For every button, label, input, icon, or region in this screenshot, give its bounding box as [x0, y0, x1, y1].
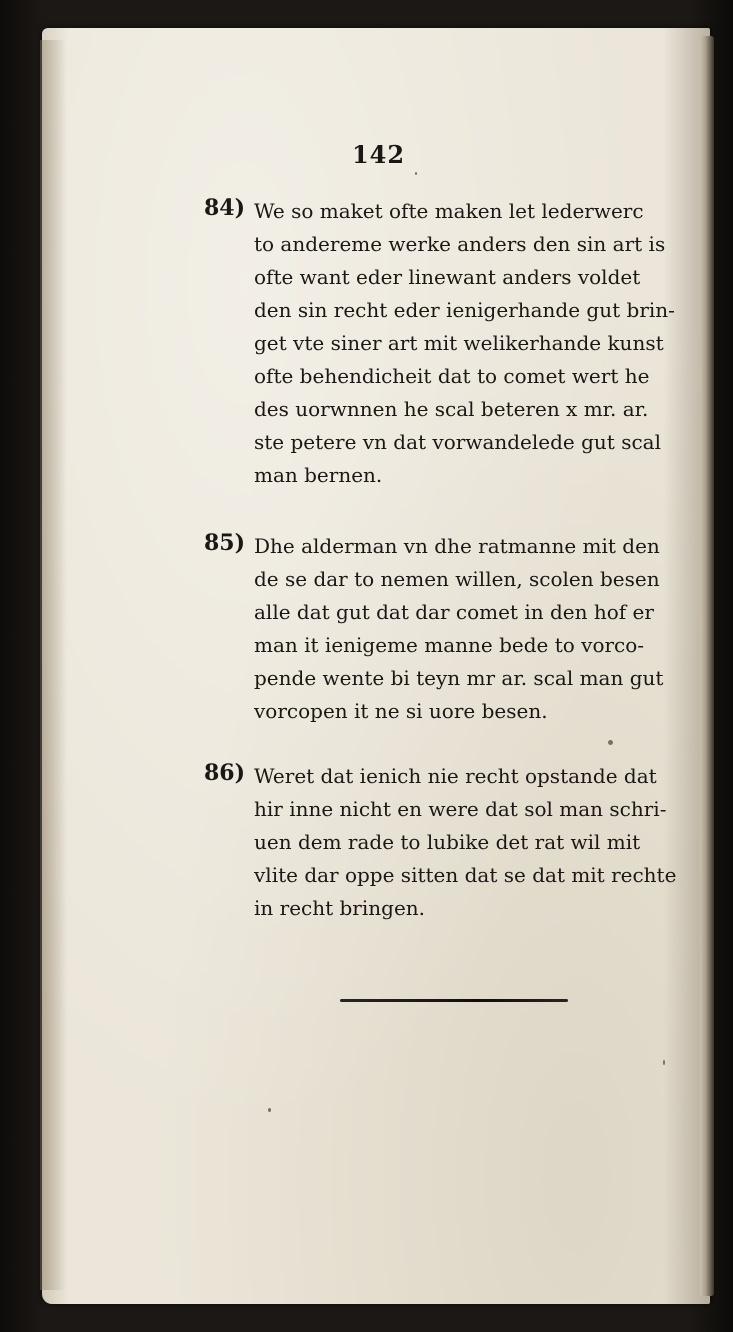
text-line: get vte siner art mit welikerhande kunst [254, 331, 664, 355]
text-line: man it ienigeme manne bede to vorco- [254, 633, 645, 657]
text-line: uen dem rade to lubike det rat wil mit [254, 830, 641, 854]
paper-speck [608, 740, 613, 745]
text-line: Weret dat ienich nie recht opstande dat [254, 764, 657, 788]
paper-speck [415, 172, 417, 175]
text-line: man bernen. [254, 463, 383, 487]
text-line: des uorwnnen he scal beteren x mr. ar. [254, 397, 649, 421]
text-line: den sin recht eder ienigerhande gut brin- [254, 298, 675, 322]
page-number: 142 [351, 140, 406, 169]
text-line: vorcopen it ne si uore besen. [254, 699, 548, 723]
text-line: ofte behendicheit dat to comet wert he [254, 364, 650, 388]
paper-speck [663, 1060, 665, 1065]
entry-number: 85) [204, 530, 246, 556]
text-line: in recht bringen. [254, 896, 426, 920]
text-line: to andereme werke anders den sin art is [254, 232, 666, 256]
text-line: ofte want eder linewant anders voldet [254, 265, 641, 289]
text-line: alle dat gut dat dar comet in den hof er [254, 600, 654, 624]
text-line: vlite dar oppe sitten dat se dat mit rechte [254, 863, 677, 887]
entry-number: 86) [204, 760, 246, 786]
text-line: hir inne nicht en were dat sol man schri- [254, 797, 667, 821]
text-line: We so maket ofte maken let lederwerc [254, 199, 644, 223]
page-edge [700, 36, 714, 1296]
page-gutter-shadow [40, 40, 66, 1290]
entry-number: 84) [204, 195, 246, 221]
text-line: Dhe alderman vn dhe ratmanne mit den [254, 534, 660, 558]
closing-rule [340, 999, 568, 1002]
text-line: pende wente bi teyn mr ar. scal man gut [254, 666, 664, 690]
text-line: ste petere vn dat vorwandelede gut scal [254, 430, 661, 454]
paper-speck [268, 1108, 271, 1112]
text-line: de se dar to nemen willen, scolen besen [254, 567, 660, 591]
